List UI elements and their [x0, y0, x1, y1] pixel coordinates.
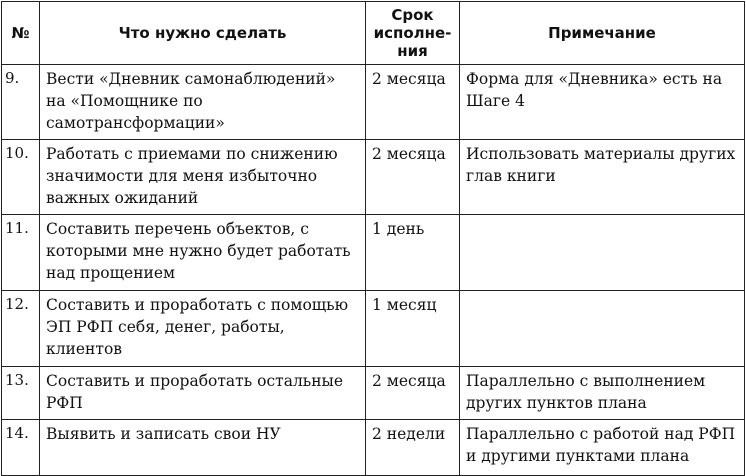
row-term: 1 день	[372, 220, 425, 238]
table-row	[2, 291, 745, 367]
header-num: №	[2, 2, 40, 65]
row-task-cell	[40, 367, 366, 420]
row-task: Составить перечень объектов, с которыми мне нужно будет работать над прощением	[46, 220, 351, 282]
row-num: 12.	[5, 295, 29, 313]
row-num: 10.	[5, 144, 29, 162]
row-task: Вести «Дневник самонаблюдений» на «Помощнике по самотрансформации»	[46, 70, 336, 132]
header-term-line-3: ния	[397, 42, 428, 60]
row-note-cell	[460, 65, 745, 140]
header-note: Примечание	[460, 2, 745, 65]
row-term: 2 месяца	[372, 372, 446, 390]
row-task-cell	[40, 140, 366, 215]
row-num: 11.	[5, 219, 29, 237]
table-row	[2, 420, 745, 476]
row-task: Работать с приемами по снижению значимости для меня избыточно важных ожиданий	[46, 145, 338, 207]
row-term-cell	[366, 215, 460, 291]
row-num-cell	[2, 367, 40, 420]
row-task-cell	[40, 291, 366, 367]
plan-table	[1, 1, 745, 476]
row-task-cell	[40, 65, 366, 140]
row-num: 13.	[5, 371, 29, 389]
row-note-cell	[460, 367, 745, 420]
row-term: 1 месяц	[372, 296, 437, 314]
row-task-cell	[40, 215, 366, 291]
table-row	[2, 65, 745, 140]
row-task: Выявить и записать свои НУ	[46, 425, 281, 443]
row-note-cell	[460, 140, 745, 215]
row-num-cell	[2, 65, 40, 140]
row-term-cell	[366, 367, 460, 420]
row-num-cell	[2, 420, 40, 476]
header-term-line-2: исполне-	[373, 24, 452, 42]
header-task: Что нужно сделать	[40, 2, 366, 65]
row-term: 2 недели	[372, 425, 446, 443]
row-note-cell	[460, 420, 745, 476]
row-note-cell	[460, 291, 745, 367]
row-term-cell	[366, 65, 460, 140]
row-num: 9.	[5, 69, 20, 87]
row-num-cell	[2, 291, 40, 367]
table-row	[2, 140, 745, 215]
table-row	[2, 215, 745, 291]
table-row	[2, 367, 745, 420]
row-note: Форма для «Дневника» есть на Шаге 4	[466, 70, 723, 110]
row-note-cell	[460, 215, 745, 291]
row-task: Составить и проработать с помощью ЭП РФП себя, денег, работы, клиентов	[46, 296, 349, 358]
row-task: Составить и проработать остальные РФП	[46, 372, 344, 412]
row-term-cell	[366, 140, 460, 215]
row-term-cell	[366, 420, 460, 476]
row-note: Параллельно с выполнением других пунктов плана	[466, 372, 706, 412]
row-term: 2 месяца	[372, 70, 446, 88]
row-note: Параллельно с работой над РФП и другими пунктами плана	[466, 425, 736, 465]
header-row	[2, 2, 745, 65]
row-num: 14.	[5, 424, 29, 442]
row-note	[460, 215, 744, 223]
row-note	[460, 291, 744, 299]
row-task-cell	[40, 420, 366, 476]
row-num-cell	[2, 215, 40, 291]
header-term	[366, 2, 460, 65]
header-term-line-1: Срок	[391, 6, 434, 24]
row-term: 2 месяца	[372, 145, 446, 163]
row-num-cell	[2, 140, 40, 215]
row-note: Использовать материалы других глав книги	[466, 145, 736, 185]
row-term-cell	[366, 291, 460, 367]
